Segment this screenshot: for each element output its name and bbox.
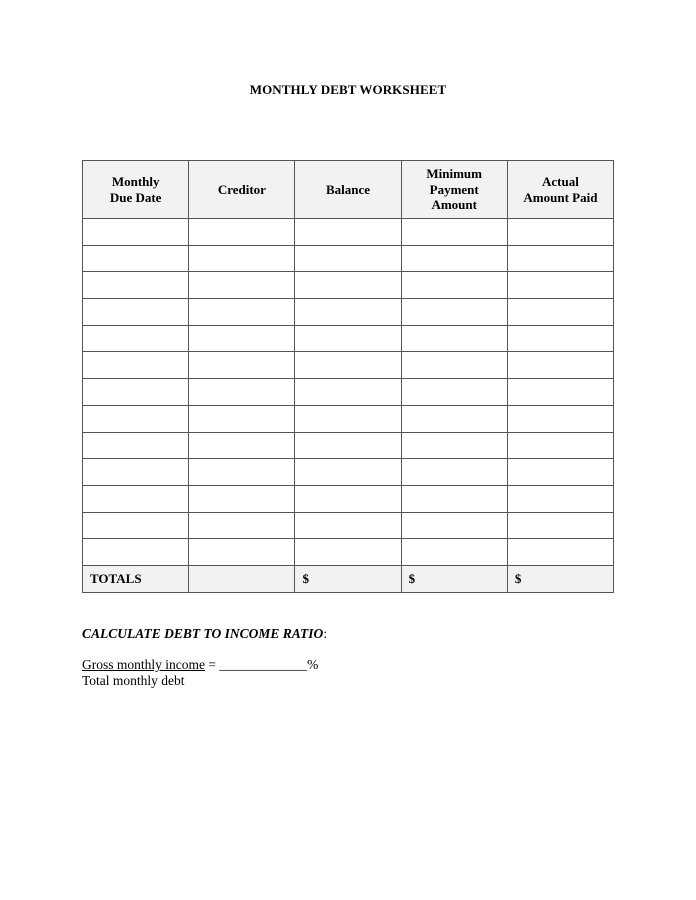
due-date-cell[interactable] xyxy=(83,485,189,512)
balance-cell[interactable] xyxy=(295,459,401,486)
due-date-cell[interactable] xyxy=(83,379,189,406)
table-row xyxy=(83,299,614,326)
due-date-cell[interactable] xyxy=(83,459,189,486)
balance-cell[interactable] xyxy=(295,325,401,352)
calc-heading: CALCULATE DEBT TO INCOME RATIO: xyxy=(82,626,328,641)
creditor-cell[interactable] xyxy=(189,219,295,246)
creditor-cell[interactable] xyxy=(189,272,295,299)
totals-row xyxy=(83,565,614,592)
ratio-numerator: Gross monthly income xyxy=(82,657,205,672)
minimum-payment-cell[interactable] xyxy=(401,379,507,406)
balance-cell[interactable] xyxy=(295,539,401,566)
page-title: MONTHLY DEBT WORKSHEET xyxy=(249,82,447,97)
minimum-payment-cell[interactable] xyxy=(401,512,507,539)
creditor-cell[interactable] xyxy=(189,485,295,512)
header-row xyxy=(83,161,614,219)
balance-cell[interactable] xyxy=(295,219,401,246)
table-row xyxy=(83,485,614,512)
actual-paid-cell[interactable] xyxy=(507,432,613,459)
debt-worksheet-table xyxy=(82,160,614,593)
creditor-cell[interactable] xyxy=(189,405,295,432)
due-date-cell[interactable] xyxy=(83,299,189,326)
table-row xyxy=(83,539,614,566)
table-row xyxy=(83,352,614,379)
balance-cell[interactable] xyxy=(295,379,401,406)
minimum-payment-cell[interactable] xyxy=(401,245,507,272)
minimum-payment-cell[interactable] xyxy=(401,432,507,459)
totals-creditor-cell[interactable] xyxy=(189,565,295,592)
actual-paid-cell[interactable] xyxy=(507,245,613,272)
minimum-payment-cell[interactable] xyxy=(401,219,507,246)
ratio-denominator: Total monthly debt xyxy=(82,673,185,688)
balance-cell[interactable] xyxy=(295,352,401,379)
due-date-cell[interactable] xyxy=(83,432,189,459)
actual-paid-cell[interactable] xyxy=(507,405,613,432)
balance-cell[interactable] xyxy=(295,512,401,539)
creditor-cell[interactable] xyxy=(189,299,295,326)
creditor-cell[interactable] xyxy=(189,352,295,379)
creditor-cell[interactable] xyxy=(189,459,295,486)
creditor-cell[interactable] xyxy=(189,245,295,272)
table-row xyxy=(83,512,614,539)
header-minimum-payment: Minimum Payment Amount xyxy=(401,161,507,219)
table-row xyxy=(83,379,614,406)
totals-label: TOTALS xyxy=(83,565,189,592)
actual-paid-cell[interactable] xyxy=(507,325,613,352)
creditor-cell[interactable] xyxy=(189,512,295,539)
ratio-formula xyxy=(82,657,318,689)
totals-actual-paid-cell[interactable]: $ xyxy=(507,565,613,592)
due-date-cell[interactable] xyxy=(83,219,189,246)
totals-balance-cell[interactable]: $ xyxy=(295,565,401,592)
table-row xyxy=(83,272,614,299)
balance-cell[interactable] xyxy=(295,432,401,459)
actual-paid-cell[interactable] xyxy=(507,299,613,326)
actual-paid-cell[interactable] xyxy=(507,539,613,566)
ratio-blank[interactable]: _____________ xyxy=(219,657,308,672)
creditor-cell[interactable] xyxy=(189,432,295,459)
minimum-payment-cell[interactable] xyxy=(401,299,507,326)
table-row xyxy=(83,459,614,486)
balance-cell[interactable] xyxy=(295,245,401,272)
due-date-cell[interactable] xyxy=(83,325,189,352)
minimum-payment-cell[interactable] xyxy=(401,405,507,432)
header-creditor: Creditor xyxy=(189,161,295,219)
ratio-percent: % xyxy=(307,657,319,672)
table-row xyxy=(83,432,614,459)
due-date-cell[interactable] xyxy=(83,405,189,432)
balance-cell[interactable] xyxy=(295,272,401,299)
header-due-date: Monthly Due Date xyxy=(83,161,189,219)
actual-paid-cell[interactable] xyxy=(507,485,613,512)
balance-cell[interactable] xyxy=(295,485,401,512)
due-date-cell[interactable] xyxy=(83,539,189,566)
actual-paid-cell[interactable] xyxy=(507,512,613,539)
due-date-cell[interactable] xyxy=(83,272,189,299)
header-actual-paid: Actual Amount Paid xyxy=(507,161,613,219)
table-row xyxy=(83,405,614,432)
creditor-cell[interactable] xyxy=(189,325,295,352)
minimum-payment-cell[interactable] xyxy=(401,539,507,566)
minimum-payment-cell[interactable] xyxy=(401,352,507,379)
due-date-cell[interactable] xyxy=(83,352,189,379)
table-row xyxy=(83,245,614,272)
due-date-cell[interactable] xyxy=(83,512,189,539)
creditor-cell[interactable] xyxy=(189,379,295,406)
actual-paid-cell[interactable] xyxy=(507,272,613,299)
actual-paid-cell[interactable] xyxy=(507,219,613,246)
creditor-cell[interactable] xyxy=(189,539,295,566)
actual-paid-cell[interactable] xyxy=(507,459,613,486)
table-row xyxy=(83,325,614,352)
header-balance: Balance xyxy=(295,161,401,219)
balance-cell[interactable] xyxy=(295,299,401,326)
totals-minimum-payment-cell[interactable]: $ xyxy=(401,565,507,592)
table-row xyxy=(83,219,614,246)
ratio-equals: = xyxy=(205,657,220,672)
due-date-cell[interactable] xyxy=(83,245,189,272)
minimum-payment-cell[interactable] xyxy=(401,325,507,352)
actual-paid-cell[interactable] xyxy=(507,352,613,379)
minimum-payment-cell[interactable] xyxy=(401,272,507,299)
minimum-payment-cell[interactable] xyxy=(401,459,507,486)
minimum-payment-cell[interactable] xyxy=(401,485,507,512)
actual-paid-cell[interactable] xyxy=(507,379,613,406)
balance-cell[interactable] xyxy=(295,405,401,432)
